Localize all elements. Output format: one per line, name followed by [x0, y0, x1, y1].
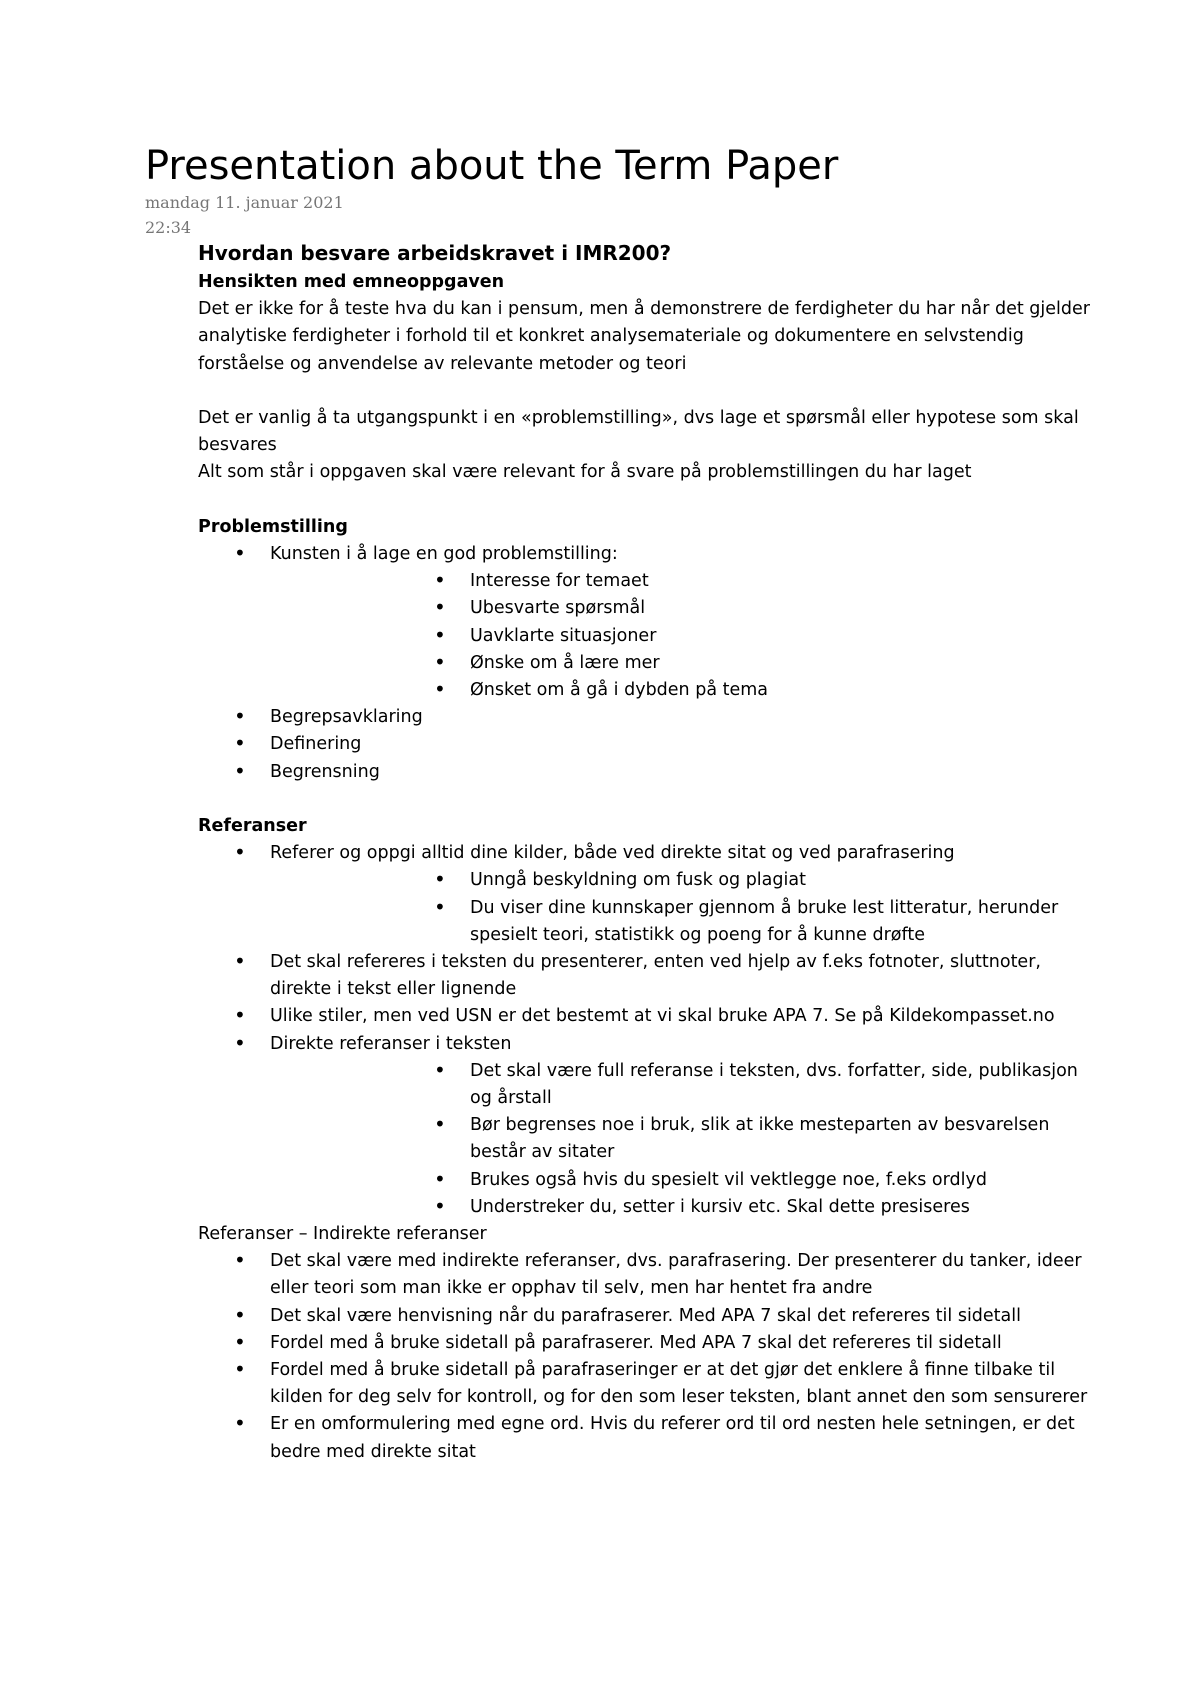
- list-item: • Ønske om å lære mer: [434, 649, 660, 674]
- list-item: • Referer og oppgi alltid dine kilder, både ved direkte sitat og ved parafrasering • Unngå beskyldning om fusk og plagiat • Du viser dine kunnskaper gjennom å bruke lest litteratur, herunder spesielt teori, statistikk og poeng for å kunne drøfte: [198, 840, 1098, 949]
- list-item: • Bør begrenses noe i bruk, slik at ikke mesteparten av besvarelsen består av sitater: [434, 1112, 1050, 1163]
- bullet-icon: •: [434, 894, 446, 919]
- list-item: • Direkte referanser i teksten • Det skal være full referanse i teksten, dvs. forfatter, side, publikasjon og årstall • Bør begrenses noe i bruk, slik at ikke mesteparten av besvarelsen består av sitater • Brukes også hvis du spesielt vil vektlegge noe, f.eks ordlyd • Understreker du, setter i kursiv etc. Skal dette presiseres: [198, 1031, 1098, 1221]
- list-item: • Fordel med å bruke sidetall på parafraserer. Med APA 7 skal det refereres til sidetall: [234, 1329, 1002, 1354]
- intro-paragraph-3: Alt som står i oppgaven skal være relevant for å svare på problemstillingen du har laget: [198, 462, 972, 483]
- bullet-icon: •: [234, 731, 246, 756]
- list-item: • Brukes også hvis du spesielt vil vektlegge noe, f.eks ordlyd: [434, 1166, 987, 1191]
- bullet-icon: •: [434, 1193, 446, 1218]
- indirect-list: [198, 1248, 1098, 1466]
- list-item: • Det skal refereres i teksten du presenterer, enten ved hjelp av f.eks fotnoter, sluttnoter, direkte i tekst eller lignende: [234, 949, 1041, 1000]
- list-item: • Er en omformulering med egne ord. Hvis du referer ord til ord nesten hele setningen, er det bedre med direkte sitat: [234, 1411, 1075, 1462]
- bullet-icon: •: [434, 1166, 446, 1191]
- list-item: • Ubesvarte spørsmål: [434, 595, 646, 620]
- list-item: • Det skal være henvisning når du parafraserer. Med APA 7 skal det refereres til sidetall: [234, 1302, 1021, 1327]
- bullet-icon: •: [434, 1112, 446, 1137]
- note-time: 22:34: [145, 218, 192, 237]
- bullet-icon: •: [434, 649, 446, 674]
- list-item: • Unngå beskyldning om fusk og plagiat: [434, 867, 806, 892]
- list-item: • Definering: [234, 731, 362, 756]
- bullet-icon: •: [234, 704, 246, 729]
- bullet-icon: •: [434, 568, 446, 593]
- main-heading: Hvordan besvare arbeidskravet i IMR200?: [198, 241, 672, 265]
- bullet-icon: •: [434, 677, 446, 702]
- list-item: • Det skal være full referanse i teksten, dvs. forfatter, side, publikasjon og årstall: [434, 1057, 1078, 1109]
- indirect-heading: Referanser – Indirekte referanser: [198, 1224, 487, 1245]
- bullet-icon: •: [234, 1329, 246, 1354]
- list-item: • Ulike stiler, men ved USN er det bestemt at vi skal bruke APA 7. Se på Kildekompasset.no: [234, 1003, 1055, 1028]
- bullet-icon: •: [234, 1357, 246, 1382]
- list-item: • Understreker du, setter i kursiv etc. Skal dette presiseres: [434, 1193, 970, 1218]
- bullet-icon: •: [234, 758, 246, 783]
- problem-list: [198, 541, 1098, 786]
- bullet-icon: •: [234, 1248, 246, 1273]
- problem-heading: Problemstilling: [198, 516, 348, 537]
- references-list: [198, 840, 1098, 1221]
- note-date: mandag 11. januar 2021: [145, 193, 344, 212]
- list-item: • Ønsket om å gå i dybden på tema: [434, 677, 769, 702]
- intro-paragraph-1: Det er ikke for å teste hva du kan i pensum, men å demonstrere de ferdigheter du har når det gjelder analytiske ferdigheter i forhold til et konkret analysemateriale og dokumentere en selvstendig forståelse og anvendelse av relevante metoder og teori: [198, 299, 1090, 374]
- list-item: • Interesse for temaet: [434, 568, 649, 593]
- list-item: • Kunsten i å lage en god problemstilling: • Interesse for temaet • Ubesvarte spørsmål • Uavklarte situasjoner • Ønske om å lære mer • Ønsket om å gå i dybden på tema: [198, 541, 1098, 704]
- bullet-icon: •: [234, 1003, 246, 1028]
- page-title: Presentation about the Term Paper: [145, 143, 839, 189]
- bullet-icon: •: [234, 541, 246, 565]
- bullet-icon: •: [234, 1302, 246, 1327]
- bullet-icon: •: [234, 840, 246, 865]
- list-item: • Uavklarte situasjoner: [434, 622, 657, 647]
- intro-paragraph-2: Det er vanlig å ta utgangspunkt i en «problemstilling», dvs lage et spørsmål eller hypotese som skal besvares: [198, 408, 1079, 456]
- bullet-icon: •: [434, 867, 446, 892]
- list-item: • Begrensning: [234, 758, 380, 783]
- bullet-icon: •: [434, 1057, 446, 1082]
- bullet-icon: •: [234, 1411, 246, 1436]
- list-item: • Det skal være med indirekte referanser, dvs. parafrasering. Der presenterer du tanker, ideer eller teori som man ikke er opphav til selv, men har hentet fra andre: [234, 1248, 1082, 1299]
- list-item: • Fordel med å bruke sidetall på parafraseringer er at det gjør det enklere å finne tilbake til kilden for deg selv for kontroll, og for den som leser teksten, blant annet den som sensurerer: [234, 1357, 1088, 1408]
- bullet-icon: •: [234, 949, 246, 974]
- note-body: [198, 238, 1098, 1466]
- bullet-icon: •: [234, 1030, 246, 1055]
- references-heading: Referanser: [198, 816, 307, 837]
- list-item: • Begrepsavklaring: [234, 704, 423, 729]
- list-item: • Du viser dine kunnskaper gjennom å bruke lest litteratur, herunder spesielt teori, statistikk og poeng for å kunne drøfte: [434, 894, 1059, 945]
- intro-heading: Hensikten med emneoppgaven: [198, 272, 505, 292]
- bullet-icon: •: [434, 595, 446, 620]
- bullet-icon: •: [434, 622, 446, 647]
